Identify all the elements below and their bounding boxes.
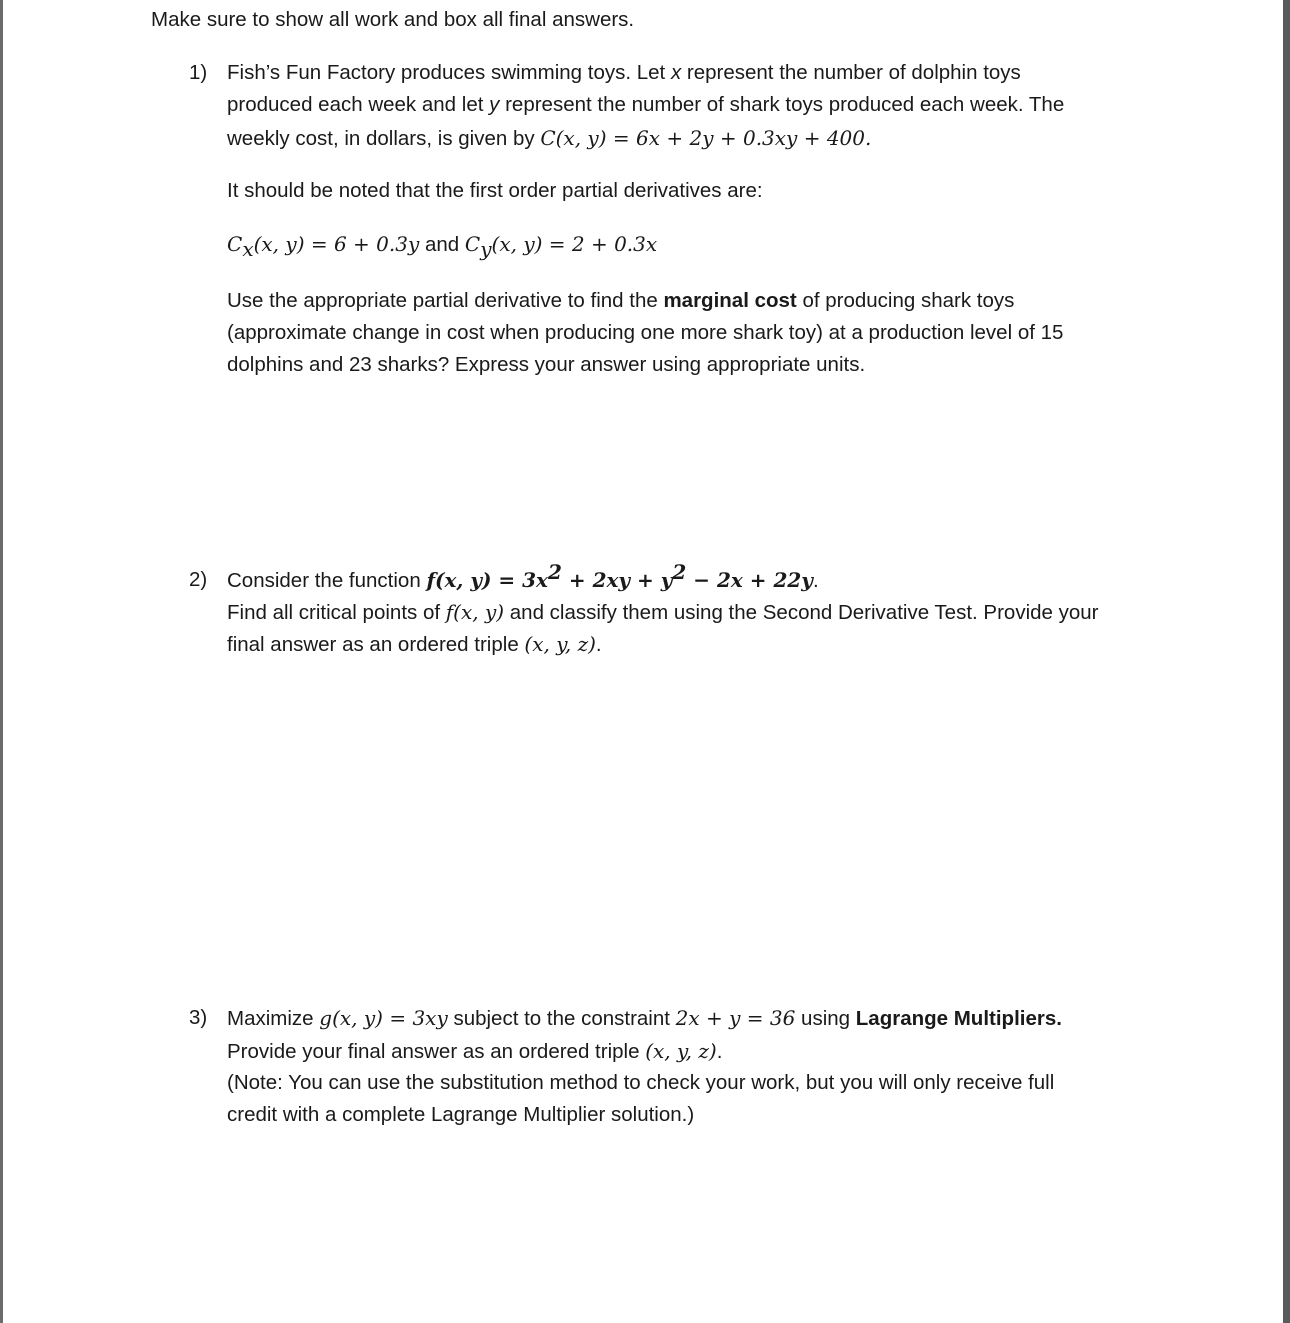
partial-derivatives: $C_x(x$, y) = 6 + 0.3y and $C_y(x$, y) = 2 + 0.3x	[227, 232, 658, 262]
problem-1-line-3: weekly cost, in dollars, is given by C(x, y) = 6x + 2y + 0.3xy + 400.	[227, 126, 872, 150]
function-g: g(x, y) = 3xy	[319, 1006, 448, 1030]
problem-1-task-line-3: dolphins and 23 sharks? Express your answer using appropriate units.	[227, 353, 866, 376]
constraint: 2x + y = 36	[675, 1006, 796, 1030]
problem-2-number: 2)	[189, 568, 208, 591]
problem-2-line-3: final answer as an ordered triple (x, y, z).	[227, 632, 602, 656]
problem-3-line-1: Maximize g(x, y) = 3xy subject to the constraint 2x + y = 36 using Lagrange Multipliers.	[227, 1006, 1062, 1030]
problem-2-line-2: Find all critical points of f(x, y) and classify them using the Second Derivative Test. Provide your	[227, 600, 1099, 624]
page-edge-left	[0, 0, 3, 1323]
problem-1-number: 1)	[189, 61, 208, 84]
problem-1-note: It should be noted that the first order partial derivatives are:	[227, 179, 763, 202]
problem-1-task-line-2: (approximate change in cost when producing one more shark toy) at a production level of 15	[227, 321, 1064, 344]
problem-3-line-2: Provide your final answer as an ordered triple (x, y, z).	[227, 1039, 723, 1063]
problem-1-task-line-1: Use the appropriate partial derivative to find the marginal cost of producing shark toys	[227, 289, 1015, 312]
instructions: Make sure to show all work and box all final answers.	[151, 8, 635, 31]
cost-function: C(x, y) = 6x + 2y + 0.3xy + 400.	[540, 126, 872, 150]
problem-3-line-4: credit with a complete Lagrange Multiplier solution.)	[227, 1103, 695, 1126]
function-f: f(x, y) = 3x	[426, 568, 548, 592]
problem-3-line-3: (Note: You can use the substitution method to check your work, but you will only receive full	[227, 1071, 1055, 1094]
problem-1-line-2: produced each week and let y represent the number of shark toys produced each week. The	[227, 93, 1065, 116]
problem-2-line-1: Consider the function f(x, $y) = 3x^2 + 2xy + y^2 - 2x + 22y$.	[227, 560, 819, 592]
page-edge-right	[1283, 0, 1290, 1323]
problem-1-line-1: Fish’s Fun Factory produces swimming toys. Let x represent the number of dolphin toys	[227, 61, 1021, 84]
problem-3-number: 3)	[189, 1006, 208, 1029]
